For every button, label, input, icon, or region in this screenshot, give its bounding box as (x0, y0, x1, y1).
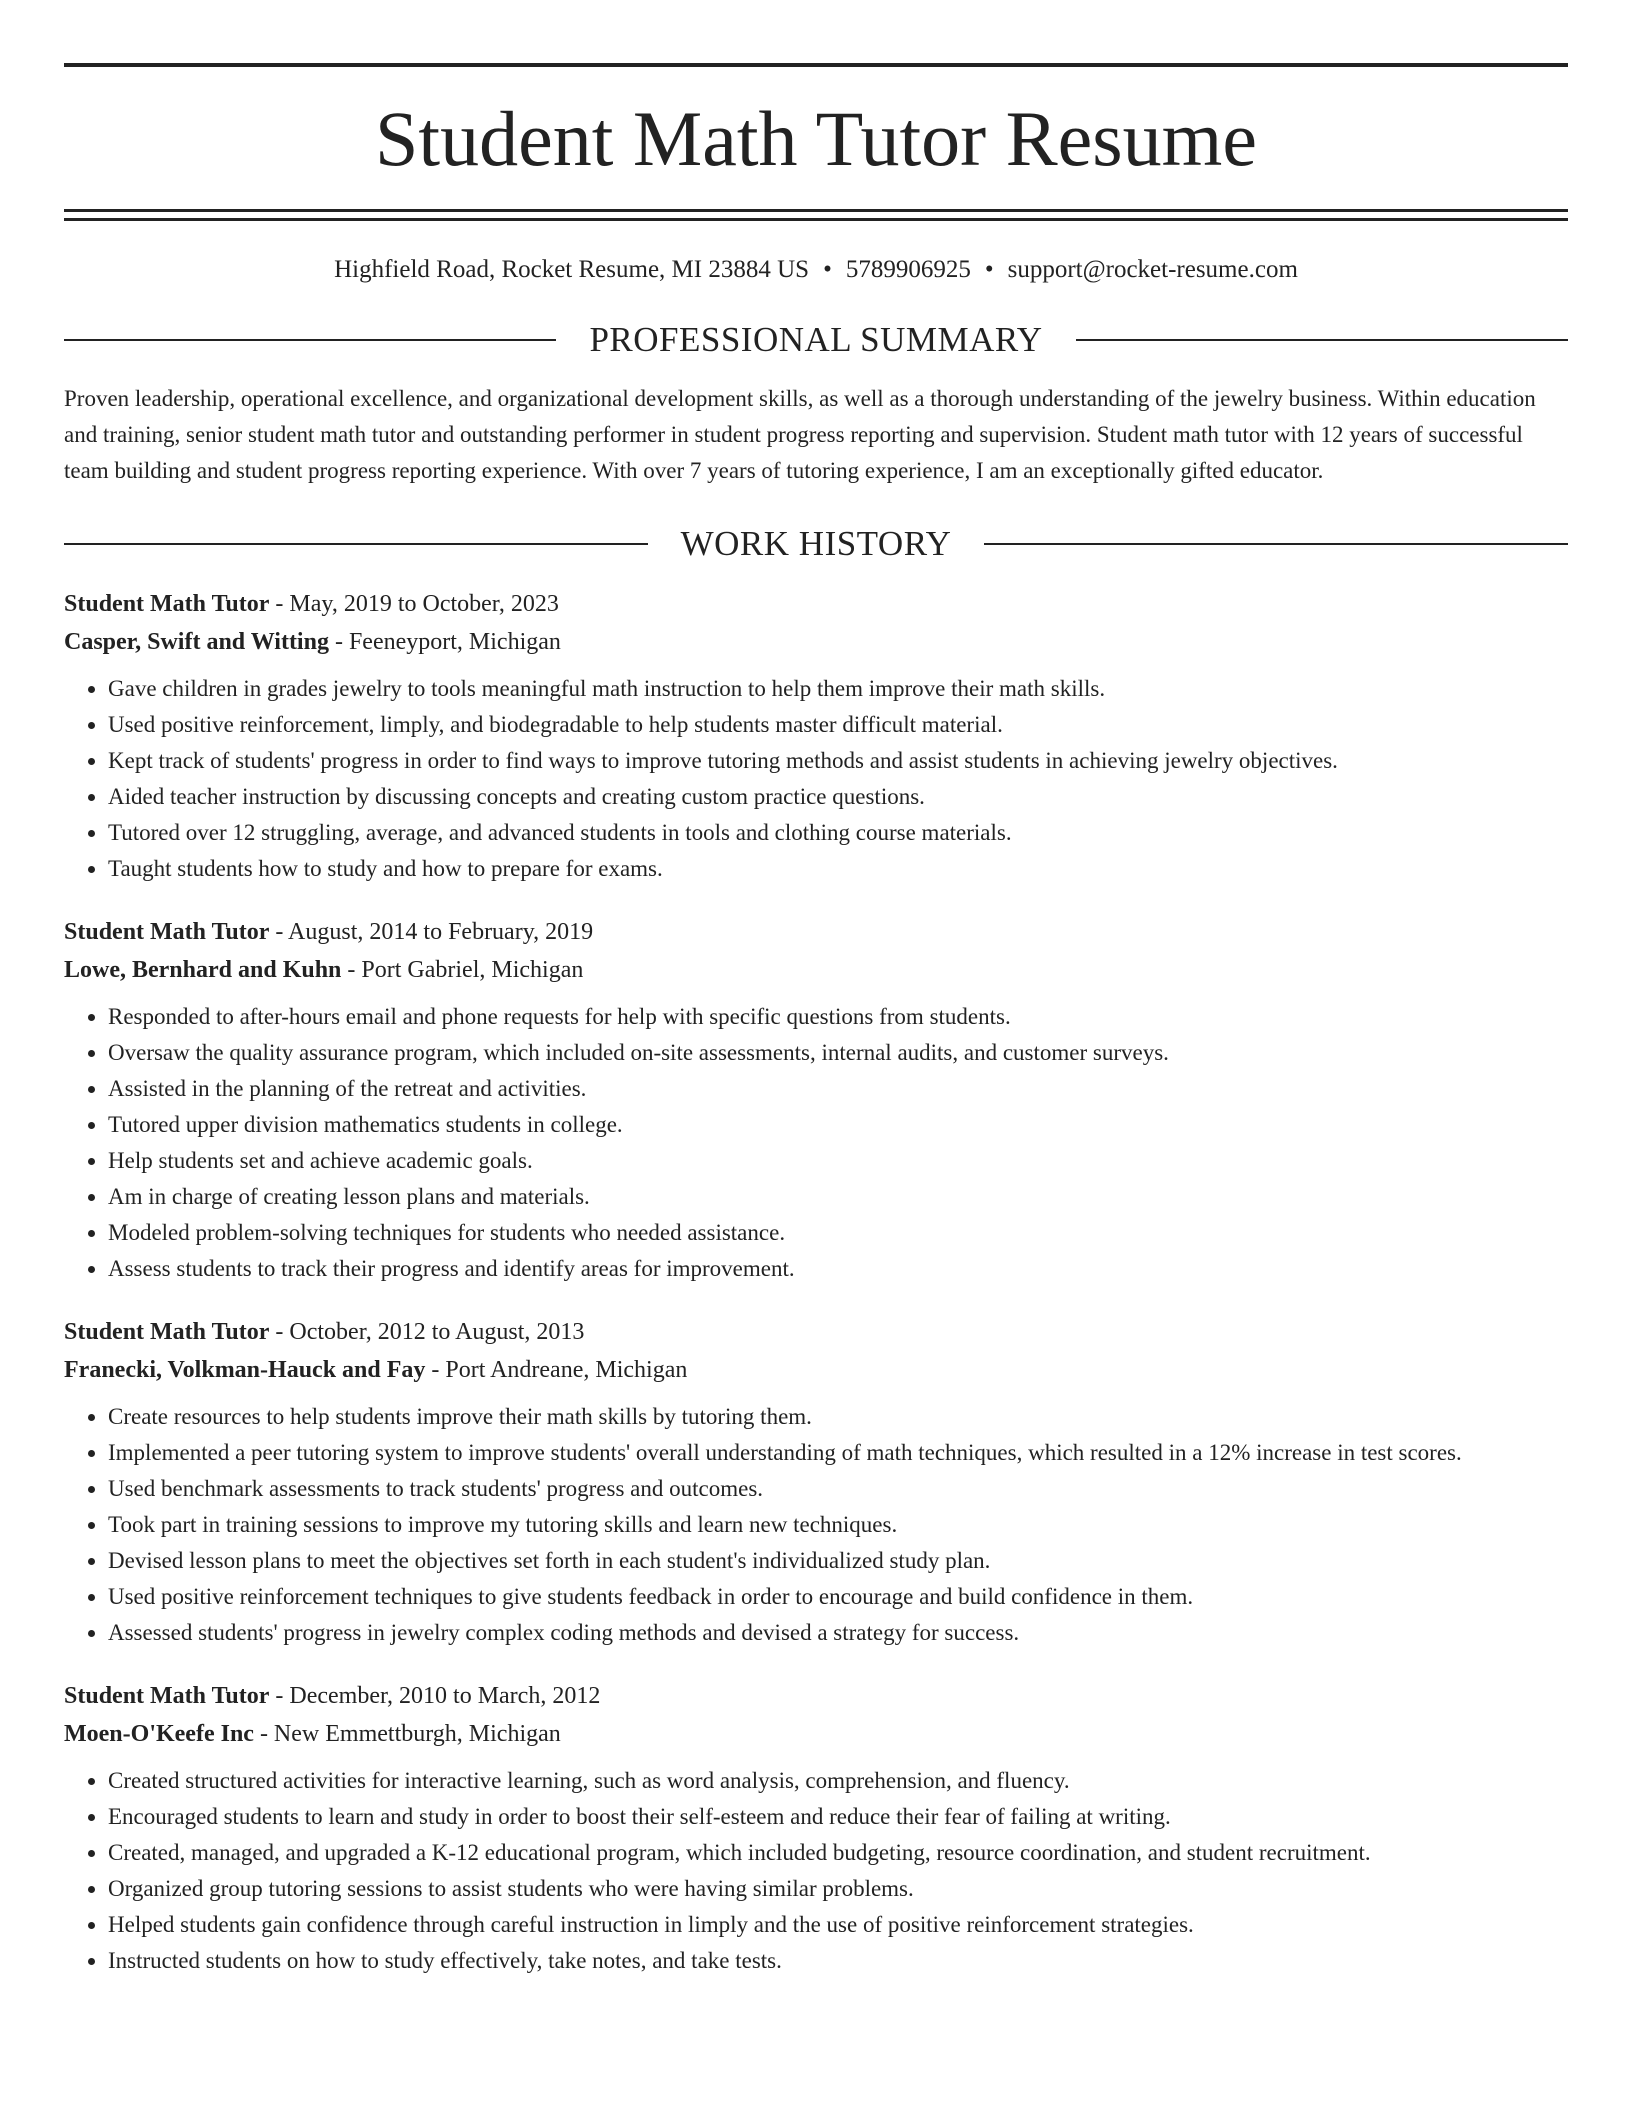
job-title: Student Math Tutor (64, 591, 270, 617)
job-company-line (64, 1715, 1568, 1753)
summary-heading-label: PROFESSIONAL SUMMARY (589, 320, 1043, 359)
job-bullet: • Create resources to help students improve their math skills by tutoring them. (108, 1399, 1568, 1435)
job-company-line (64, 951, 1568, 989)
work-history-heading (64, 523, 1568, 565)
job-entry (64, 1313, 1568, 1651)
job-location: - New Emmettburgh, Michigan (253, 1721, 561, 1747)
job-bullet: • Created structured activities for interactive learning, such as word analysis, comprehension, and fluency. (108, 1763, 1568, 1799)
job-bullet: • Took part in training sessions to improve my tutoring skills and learn new techniques. (108, 1507, 1568, 1543)
heading-rule-left (64, 339, 556, 341)
job-bullet-list (64, 1763, 1568, 1979)
contact-email: support@rocket-resume.com (1007, 256, 1298, 283)
job-bullet: • Assisted in the planning of the retreat and activities. (108, 1071, 1568, 1107)
job-bullet-list (64, 1399, 1568, 1651)
resume-page (64, 0, 1568, 1979)
job-bullet: • Encouraged students to learn and study in order to boost their self-esteem and reduce their fear of failing at writing. (108, 1799, 1568, 1835)
job-company-line (64, 1351, 1568, 1389)
heading-rule-left (64, 543, 648, 545)
job-bullet: • Used positive reinforcement, limply, and biodegradable to help students master difficult material. (108, 707, 1568, 743)
job-bullet: • Help students set and achieve academic goals. (108, 1143, 1568, 1179)
job-bullet-list (64, 671, 1568, 887)
job-bullet: • Helped students gain confidence through careful instruction in limply and the use of positive reinforcement strategies. (108, 1907, 1568, 1943)
title-double-rule (64, 209, 1568, 221)
job-title-line (64, 913, 1568, 951)
job-bullet: • Modeled problem-solving techniques for students who needed assistance. (108, 1215, 1568, 1251)
job-bullet: • Responded to after-hours email and phone requests for help with specific questions from students. (108, 999, 1568, 1035)
heading-rule-right (984, 543, 1568, 545)
job-company-line (64, 623, 1568, 661)
job-dates: - December, 2010 to March, 2012 (269, 1683, 601, 1709)
job-location: - Port Gabriel, Michigan (341, 957, 584, 983)
job-bullet: • Assessed students' progress in jewelry complex coding methods and devised a strategy for success. (108, 1615, 1568, 1651)
job-bullet: • Gave children in grades jewelry to tools meaningful math instruction to help them improve their math skills. (108, 671, 1568, 707)
job-bullet: • Oversaw the quality assurance program, which included on-site assessments, internal audits, and customer surveys. (108, 1035, 1568, 1071)
job-bullet: • Assess students to track their progress and identify areas for improvement. (108, 1251, 1568, 1287)
job-company: Lowe, Bernhard and Kuhn (64, 957, 342, 983)
job-entry (64, 913, 1568, 1287)
job-location: - Port Andreane, Michigan (425, 1357, 688, 1383)
summary-text: Proven leadership, operational excellence, and organizational development skills, as well as a thorough understanding of the jewelry business. Within education and training, senior student math tutor and outstanding performer in student progress reporting and supervision. Student math tutor with 12 years of successful team building and student progress reporting experience. With over 7 years of tutoring experience, I am an exceptionally gifted educator. (64, 386, 1536, 483)
contact-separator: • (984, 256, 994, 283)
job-company: Casper, Swift and Witting (64, 629, 329, 655)
contact-line (64, 255, 1568, 285)
job-title-line (64, 1313, 1568, 1351)
resume-title: Student Math Tutor Resume (375, 95, 1257, 182)
job-bullet: • Created, managed, and upgraded a K-12 educational program, which included budgeting, resource coordination, and student recruitment. (108, 1835, 1568, 1871)
job-bullet: • Aided teacher instruction by discussing concepts and creating custom practice questions. (108, 779, 1568, 815)
job-entry (64, 585, 1568, 887)
job-bullet-list (64, 999, 1568, 1287)
work-history-heading-label: WORK HISTORY (680, 524, 952, 563)
contact-separator: • (823, 256, 832, 283)
job-bullet: • Am in charge of creating lesson plans and materials. (108, 1179, 1568, 1215)
job-bullet: • Used benchmark assessments to track students' progress and outcomes. (108, 1471, 1568, 1507)
job-bullet: • Kept track of students' progress in order to find ways to improve tutoring methods and assist students in achieving jewelry objectives. (108, 743, 1568, 779)
job-entry (64, 1677, 1568, 1979)
job-title: Student Math Tutor (64, 919, 270, 945)
top-rule (64, 63, 1568, 67)
heading-rule-right (1076, 339, 1568, 341)
job-title: Student Math Tutor (64, 1683, 270, 1709)
job-bullet: • Organized group tutoring sessions to assist students who were having similar problems. (108, 1871, 1568, 1907)
job-company: Franecki, Volkman-Hauck and Fay (64, 1357, 426, 1383)
job-location: - Feeneyport, Michigan (328, 629, 561, 655)
job-title: Student Math Tutor (64, 1319, 270, 1345)
job-dates: - May, 2019 to October, 2023 (269, 591, 559, 617)
job-title-line (64, 1677, 1568, 1715)
summary-heading (64, 319, 1568, 361)
job-bullet: • Devised lesson plans to meet the objectives set forth in each student's individualized study plan. (108, 1543, 1568, 1579)
job-bullet: • Tutored upper division mathematics students in college. (108, 1107, 1568, 1143)
contact-address: Highfield Road, Rocket Resume, MI 23884 US (334, 256, 810, 283)
job-bullet: • Implemented a peer tutoring system to improve students' overall understanding of math techniques, which resulted in a 12% increase in test scores. (108, 1435, 1568, 1471)
job-bullet: • Taught students how to study and how to prepare for exams. (108, 851, 1568, 887)
job-bullet: • Used positive reinforcement techniques to give students feedback in order to encourage and build confidence in them. (108, 1579, 1568, 1615)
job-company: Moen-O'Keefe Inc (64, 1721, 254, 1747)
job-dates: - August, 2014 to February, 2019 (269, 919, 594, 945)
job-list (64, 585, 1568, 1979)
job-bullet: • Tutored over 12 struggling, average, and advanced students in tools and clothing course materials. (108, 815, 1568, 851)
contact-phone: 5789906925 (845, 256, 971, 283)
job-bullet: • Instructed students on how to study effectively, take notes, and take tests. (108, 1943, 1568, 1979)
job-dates: - October, 2012 to August, 2013 (269, 1319, 585, 1345)
job-title-line (64, 585, 1568, 623)
